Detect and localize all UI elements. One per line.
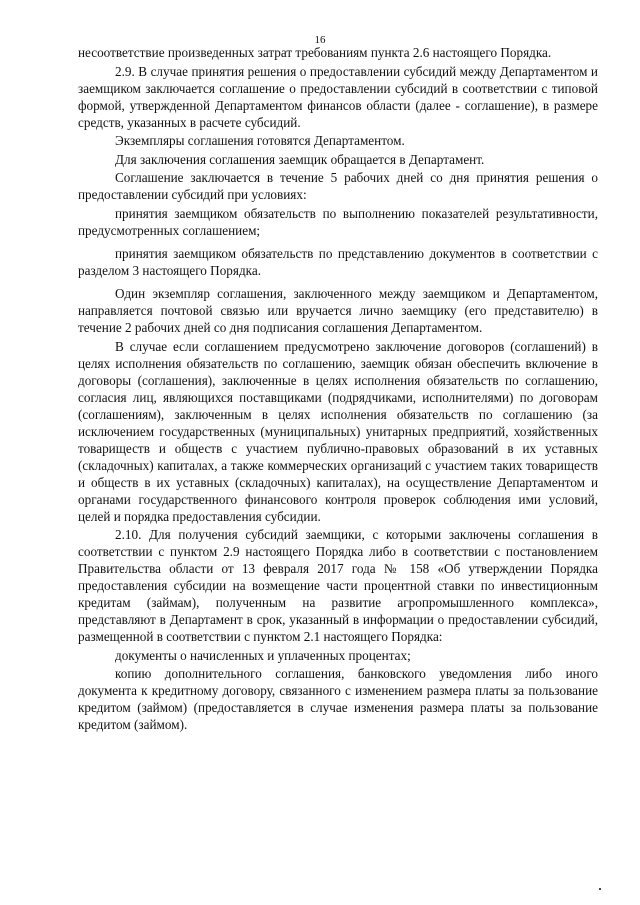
paragraph-documents: документы о начисленных и уплаченных процентах; [115, 647, 411, 663]
paragraph-copy-agreement: копию дополнительного соглашения, банковского уведомления либо иного документа к кредитному договору, связанного с изменением размера платы за пользование кредитом (займом) (предоставляется в случае изменения размера платы за пользование кредитом (займом). [78, 666, 598, 733]
scan-speck [599, 888, 601, 890]
paragraph-continuation: несоответствие произведенных затрат требованиям пункта 2.6 настоящего Порядка. [78, 45, 552, 60]
page-number: 16 [314, 34, 326, 46]
paragraph-conditions: Соглашение заключается в течение 5 рабочих дней со дня принятия решения о предоставлении субсидий при условиях: [78, 170, 598, 203]
paragraph-2-10: 2.10. Для получения субсидий заемщики, с которыми заключены соглашения в соответствии с пунктом 2.9 настоящего Порядка либо в соответствии с постановлением Правительства области от 13 февраля 2017 года № 158 «Об утверждении Порядка предоставления субсидии на возмещение части процентной ставки по инвестиционным кредитам (займам), полученным на развитие агропромышленного комплекса», представляют в Департамент в срок, указанный в информации о предоставлении субсидий, размещенной в соответствии с пунктом 2.1 настоящего Порядка: [78, 527, 598, 645]
paragraph-2-9: 2.9. В случае принятия решения о предоставлении субсидий между Департаментом и заемщиком заключается соглашение о предоставлении субсидий в соответствии с типовой формой, утвержденной Департаментом финансов области (далее - соглашение), в размере средств, указанных в расчете субсидий. [78, 63, 598, 130]
paragraph-condition-1: принятия заемщиком обязательств по выполнению показателей результативности, предусмотренных соглашением; [78, 205, 598, 238]
paragraph-copies: Экземпляры соглашения готовятся Департаментом. [115, 133, 405, 149]
paragraph-condition-2: принятия заемщиком обязательств по представлению документов в соответствии с разделом 3 настоящего Порядка. [78, 245, 598, 278]
paragraph-one-copy: Один экземпляр соглашения, заключенного между заемщиком и Департаментом, направляется почтовой связью или вручается лично заемщику (его представителю) в течение 2 рабочих дней со дня подписания соглашения Департаментом. [78, 285, 598, 335]
paragraph-contracts: В случае если соглашением предусмотрено заключение договоров (соглашений) в целях исполнения обязательств по соглашению, заемщик обязан обеспечить включение в договоры (соглашения), заключенные в целях исполнения обязательств по соглашению, согласия лиц, являющихся поставщиками (подрядчиками, исполнителями) по договорам (соглашениям), заключенным в целях исполнения обязательств по соглашению (за исключением государственных (муниципальных) унитарных предприятий, хозяйственных товариществ и обществ с участием публично-правовых образований в их уставных (складочных) капиталах, а также коммерческих организаций с участием таких товариществ и обществ в их уставных (складочных) капиталах), на осуществление Департаментом и органами государственного финансового контроля проверок соблюдения ими условий, целей и порядка предоставления субсидии. [78, 338, 598, 524]
paragraph-applies: Для заключения соглашения заемщик обращается в Департамент. [115, 151, 485, 167]
document-body [78, 44, 598, 735]
